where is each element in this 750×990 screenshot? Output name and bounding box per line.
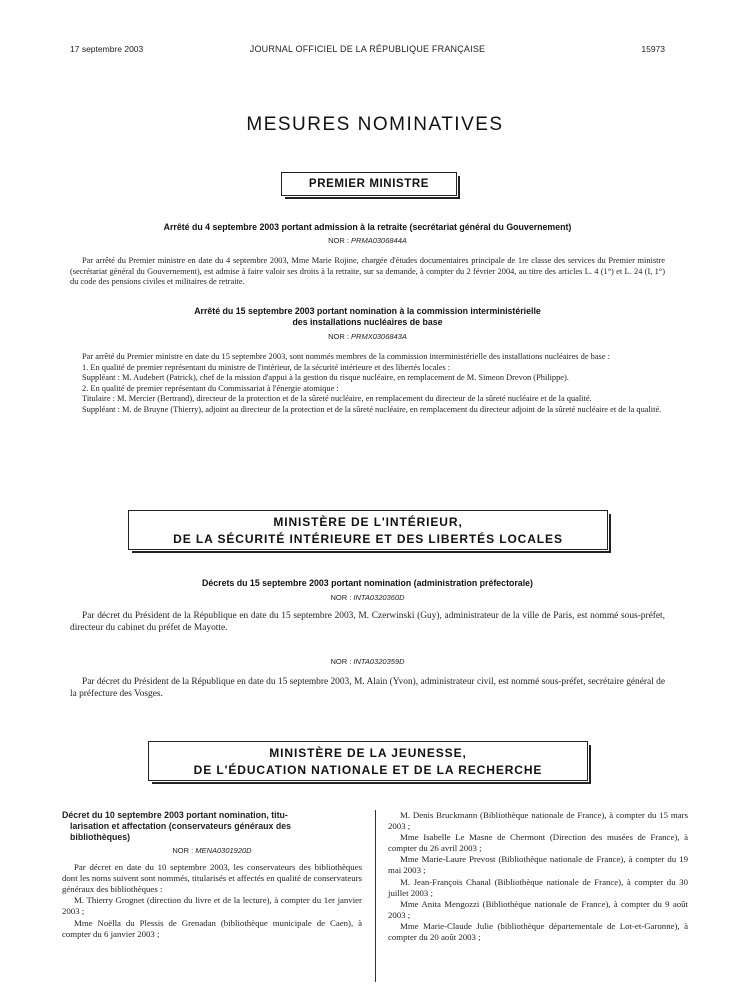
section-title-line: MINISTÈRE DE L'INTÉRIEUR, [273,515,463,529]
paragraph: Mme Marie-Laure Prevost (Bibliothèque nationale de France), à compter du 19 mai 2003 ; [388,854,688,876]
section-box-ministere-interieur [128,510,608,550]
paragraph: Suppléant : M. Audebert (Patrick), chef de la mission d'appui à la gestion du risque nucléaire, en remplacement de M. Simeon Drevon (Philippe). [82,373,569,383]
nor-reference: NOR : PRMX0306843A [328,332,407,341]
paragraph: Mme Noëlla du Plessis de Grenadan (bibliothèque municipale de Caen), à compter du 6 janvier 2003 ; [62,917,362,939]
nor-reference: NOR : INTA0320359D [330,657,405,666]
section-title-line: MINISTÈRE DE LA JEUNESSE, [269,746,467,760]
section-box-ministere-education [148,741,588,781]
paragraph: Mme Marie-Claude Julie (bibliothèque départementale de Lot-et-Garonne), à compter du 20 août 2003 ; [388,920,688,943]
left-column [62,810,362,940]
paragraph: Titulaire : M. Mercier (Bertrand), directeur de la protection et de la sûreté nucléaire, en remplacement du directeur de la sûreté nucléaire et de la qualité. [82,394,592,404]
arrete-title: Arrêté du 4 septembre 2003 portant admission à la retraite (secrétariat général du Gouvernement) [163,222,572,232]
section-title: PREMIER MINISTRE [308,178,430,190]
right-column [388,810,688,943]
nor-reference: NOR : MENA0301920D [172,846,252,855]
paragraph: M. Jean-François Chanal (Bibliothèque nationale de France), à compter du 30 juillet 2003 ; [388,876,688,898]
paragraph: Par décret en date du 10 septembre 2003, les conservateurs des bibliothèques dont les noms suivent sont nommés, titularisés et affectés en qualité de conservateurs généraux des bibliothèques : [62,862,362,895]
decret-body [70,676,665,701]
paragraph: 1. En qualité de premier représentant du ministre de l'intérieur, de la sécurité intérieure et des libertés locales : [82,362,451,372]
main-title: MESURES NOMINATIVES [246,114,504,135]
paragraph: Par arrêté du Premier ministre en date du 15 septembre 2003, sont nommés membres de la commission interministérielle des installations nucléaires de base : [82,352,610,361]
column-divider [375,810,376,982]
paragraph: M. Thierry Grognet (direction du livre et de la lecture), à compter du 1er janvier 2003 ; [62,895,362,917]
decret-body [70,610,665,635]
paragraph: 2. En qualité de premier représentant du Commissariat à l'énergie atomique : [82,383,339,393]
paragraph: Par décret du Président de la République en date du 15 septembre 2003, M. Alain (Yvon), administrateur civil, est nommé sous-préfet, secrétaire général de la préfecture des Vosges. [70,677,665,700]
nor-reference: NOR : PRMA0306844A [328,236,407,245]
paragraph: Suppléant : M. de Bruyne (Thierry), adjoint au directeur de la protection et de la sûreté nucléaire, en remplacement du directeur adjoint de la sûreté nucléaire et de la qualité. [82,404,662,414]
paragraph: Mme Anita Mengozzi (Bibliothèque nationale de France), à compter du 9 août 2003 ; [388,898,688,920]
paragraph: Par décret du Président de la République en date du 15 septembre 2003, M. Czerwinski (Guy), administrateur de la ville de Paris, est nommé sous-préfet, directeur du cabinet du préfet de Mayotte. [70,611,665,634]
paragraph: Par arrêté du Premier ministre en date du 4 septembre 2003, Mme Marie Rojine, chargée d'études documentaires principale de 1re classe des services du Premier ministre (secrétariat général du Gouvernement), est admise à faire valoir ses droits à la retraite, sur sa demande, à compter du 2 février 2004, au titre des articles L. 4 (1°) et L. 24 (I, 1°) du code des pensions civiles et militaires de retraite. [70,256,665,287]
decret-title: Décrets du 15 septembre 2003 portant nomination (administration préfectorale) [202,578,533,588]
nor-reference: NOR : INTA0320360D [330,593,405,602]
paragraph: M. Denis Bruckmann (Bibliothèque nationale de France), à compter du 15 mars 2003 ; [388,810,688,832]
arrete-body [70,256,665,288]
header-date: 17 septembre 2003 [70,44,144,54]
section-title-line: DE L'ÉDUCATION NATIONALE ET DE LA RECHERCHE [193,763,543,777]
header-journal-name: JOURNAL OFFICIEL DE LA RÉPUBLIQUE FRANÇAISE [249,44,486,54]
decret-title: Décret du 10 septembre 2003 portant nomination, titu- larisation et affectation (conservateurs généraux des bibliothèques) [62,810,291,842]
paragraph: Mme Isabelle Le Masne de Chermont (Direction des musées de France), à compter du 26 avril 2003 ; [388,832,688,854]
header-page-number: 15973 [641,44,665,54]
arrete-body [70,352,665,416]
arrete-title: Arrêté du 15 septembre 2003 portant nomination à la commission interministérielle des installations nucléaires de base [194,306,541,327]
section-box-premier-ministre [281,172,457,196]
section-title-line: DE LA SÉCURITÉ INTÉRIEURE ET DES LIBERTÉS LOCALES [173,532,563,546]
running-header [70,44,665,58]
